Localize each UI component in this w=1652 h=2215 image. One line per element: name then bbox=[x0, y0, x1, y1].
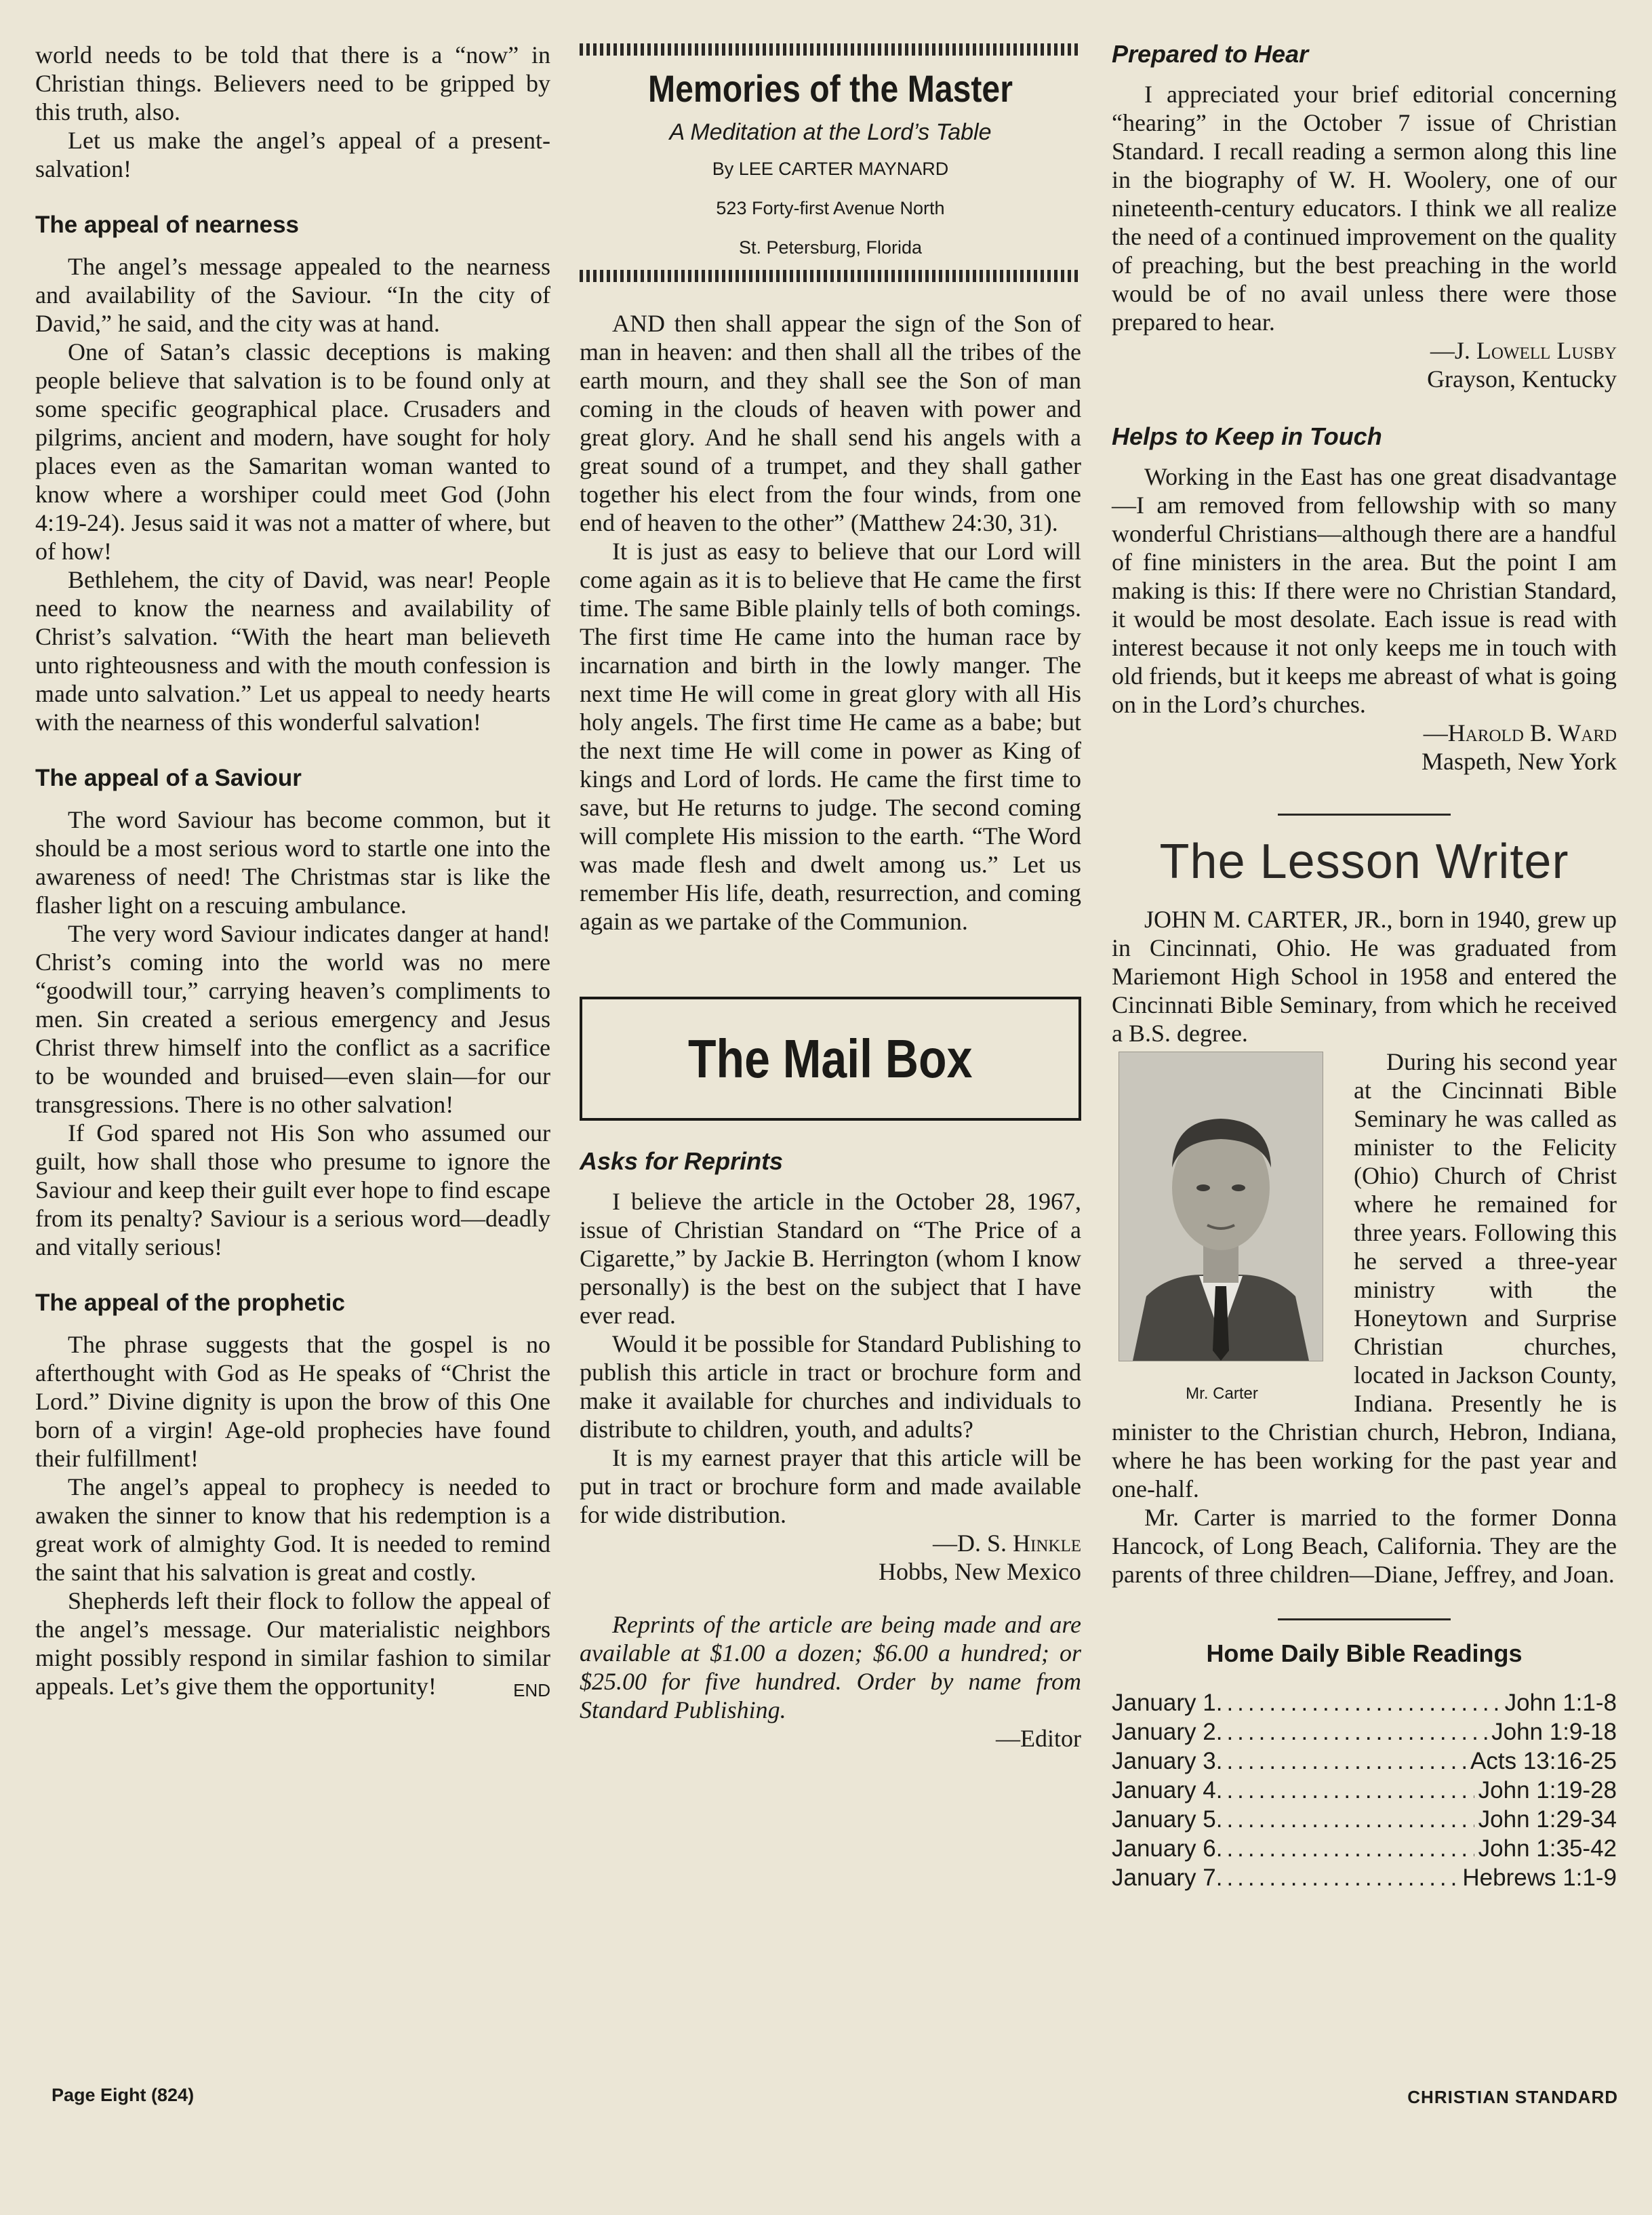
letter-paragraph: I appreciated your brief editorial concerning “hearing” in the October 7 issue of Christian Standard. I recall reading a sermon along this line in the biography of W. H. Woolery, one of our nineteenth-century educators. I think we all realize the need of a continued improvement on the quality of preaching, but the best preaching in the world would be of no avail unless there were those prepared to hear. bbox=[1112, 81, 1617, 336]
bio-paragraph: During his second year at the Cincinnati Bible Seminary he was called as minister to the Felicity (Ohio) Church of Christ where he remained for three years. Following this he served a three-year ministry with the Honeytown and Surprise Christian churches, located in Jackson County, Indiana. Presently he is minister to the Christian church, Hebron, Indiana, where he has been working for the past year and one-half. bbox=[1112, 1048, 1617, 1502]
article-paragraph: The phrase suggests that the gospel is no afterthought with God as He speaks of “Christ the Lord.” Divine dignity is upon the brow of this One born of a virgin! Age-old prophecies have found their fulfillment! bbox=[35, 1331, 550, 1472]
reading-reference: John 1:19-28 bbox=[1478, 1777, 1617, 1803]
article-paragraph: If God spared not His Son who assumed our guilt, how shall those who presume to ignore the Saviour and keep their guilt ever hope to find escape from its penalty? Saviour is a serious word—deadly and vitally serious! bbox=[35, 1119, 550, 1260]
end-mark: END bbox=[513, 1680, 550, 1700]
article-paragraph-text: Shepherds left their flock to follow the appeal of the angel’s message. Our materialistic neighbors might possibly respond in similar fashion to similar appeals. Let’s give them the opportunity! bbox=[35, 1587, 550, 1700]
dot-leader bbox=[1216, 1776, 1474, 1805]
reading-reference: John 1:35-42 bbox=[1478, 1835, 1617, 1862]
letter-signature: —Harold B. Ward bbox=[1423, 719, 1617, 746]
author-address: 523 Forty-first Avenue North bbox=[716, 198, 945, 218]
bio-paragraph: Mr. Carter is married to the former Donna Hancock, of Long Beach, California. They are the parents of three children—Diane, Jeffrey, and Joan. bbox=[1112, 1504, 1617, 1588]
reading-reference: John 1:29-34 bbox=[1478, 1806, 1617, 1833]
letter-signature: —D. S. Hinkle bbox=[933, 1530, 1081, 1557]
reading-row bbox=[1112, 1805, 1617, 1834]
meditation-subtitle: A Meditation at the Lord’s Table bbox=[669, 119, 992, 145]
author-photo bbox=[1119, 1052, 1323, 1361]
reading-reference: John 1:9-18 bbox=[1491, 1719, 1617, 1745]
letter-location: Maspeth, New York bbox=[1422, 748, 1617, 775]
section-heading: The appeal of nearness bbox=[35, 212, 300, 238]
article-paragraph: Bethlehem, the city of David, was near! People need to know the nearness and availability of Christ’s salvation. “With the heart man believeth unto righteousness and with the mouth confession is made unto salvation.” Let us appeal to needy hearts with the nearness of this wonderful salvation! bbox=[35, 566, 550, 736]
meditation-and-mailbox-column bbox=[580, 41, 1081, 1753]
meditation-paragraph: AND then shall appear the sign of the Son of man in heaven: and then shall all the tribes of the earth mourn, and they shall see the Son of man coming in the clouds of heaven with power and great glory. And he shall send his angels with a great sound of a trumpet, and they shall gather together his elect from the four winds, from one end of heaven to the other” (Matthew 24:30, 31). bbox=[580, 310, 1081, 536]
decorative-rule bbox=[580, 270, 1081, 282]
article-paragraph: The word Saviour has become common, but it should be a most serious word to startle one into the awareness of need! The Christmas star is like the flasher light on a rescuing ambulance. bbox=[35, 806, 550, 919]
author-city: St. Petersburg, Florida bbox=[738, 237, 923, 258]
dot-leader bbox=[1216, 1688, 1501, 1717]
mailbox-header bbox=[580, 997, 1081, 1121]
dot-leader bbox=[1216, 1717, 1487, 1747]
article-continuation-column bbox=[35, 41, 550, 1704]
section-heading: The appeal of a Saviour bbox=[35, 765, 302, 791]
reading-date: January 1 bbox=[1112, 1690, 1216, 1716]
editor-signature: —Editor bbox=[996, 1725, 1081, 1752]
author-photo-block bbox=[1119, 1052, 1325, 1403]
article-paragraph: The angel’s message appealed to the nearness and availability of the Saviour. “In the city of David,” he said, and the city was at hand. bbox=[35, 253, 550, 337]
reading-date: January 7 bbox=[1112, 1864, 1216, 1891]
dot-leader bbox=[1216, 1747, 1466, 1776]
letter-heading: Prepared to Hear bbox=[1112, 40, 1309, 68]
letter-heading: Asks for Reprints bbox=[580, 1147, 784, 1175]
byline: By LEE CARTER MAYNARD bbox=[712, 159, 949, 179]
letter-paragraph: I believe the article in the October 28, 1967, issue of Christian Standard on “The Price of a Cigarette,” by Jackie B. Herrington (whom I know personally) is the best on the subject that I have ever read. bbox=[580, 1188, 1081, 1329]
reading-date: January 3 bbox=[1112, 1748, 1216, 1774]
meditation-paragraph: It is just as easy to believe that our Lord will come again as it is to believe that He came the first time. The same Bible plainly tells of both comings. The first time He came into the human race by incarnation and birth in the lowly manger. The next time He will come in great glory with all His holy angels. The first time He came as a babe; but the next time He will come in power as King of kings and Lord of lords. He came the first time to save, but He returns to judge. The second coming will complete His mission to the earth. “The Word was made flesh and dwelt among us.” Let us remember His life, death, resurrection, and coming again as we partake of the Communion. bbox=[580, 538, 1081, 935]
reading-reference: Acts 13:16-25 bbox=[1470, 1748, 1617, 1774]
editor-note bbox=[580, 1610, 1081, 1753]
dot-leader bbox=[1216, 1805, 1474, 1834]
article-paragraph: The angel’s appeal to prophecy is needed to awaken the sinner to know that his redemption is a great work of almighty God. It is needed to remind the saint that his salvation is great and costly. bbox=[35, 1473, 550, 1586]
letters-and-lesson-writer-column bbox=[1112, 41, 1617, 1892]
portrait-illustration bbox=[1119, 1052, 1323, 1361]
dot-leader bbox=[1216, 1863, 1459, 1892]
readings-title: Home Daily Bible Readings bbox=[1206, 1639, 1523, 1667]
publication-name: CHRISTIAN STANDARD bbox=[1407, 2087, 1618, 2107]
reading-date: January 4 bbox=[1112, 1777, 1216, 1803]
bio-paragraph: JOHN M. CARTER, JR., born in 1940, grew up in Cincinnati, Ohio. He was graduated from Mariemont High School in 1958 and entered the Cincinnati Bible Seminary, from which he received a B.S. degree. bbox=[1112, 906, 1617, 1047]
reading-row bbox=[1112, 1834, 1617, 1863]
letter-paragraph: Working in the East has one great disadvantage—I am removed from fellowship with so many wonderful Christians—although there are a handful of fine ministers in the area. But the point I am making is this: If there were no Christian Standard, it would be most desolate. Each issue is read with interest because it not only keeps me in touch with old friends, but it keeps me abreast of what is going on in the Lord’s churches. bbox=[1112, 463, 1617, 718]
editor-note-text: Reprints of the article are being made and are available at $1.00 a dozen; $6.00 a hundred; or $25.00 for five hundred. Order by name from Standard Publishing. bbox=[580, 1611, 1081, 1723]
reading-reference: Hebrews 1:1-9 bbox=[1462, 1864, 1617, 1891]
reading-row bbox=[1112, 1717, 1617, 1747]
letter-location: Grayson, Kentucky bbox=[1427, 365, 1617, 393]
article-paragraph: One of Satan’s classic deceptions is making people believe that salvation is to be found only at some specific geographical place. Crusaders and pilgrims, ancient and modern, have sought for holy places even as the Samaritan woman wanted to know where a worshiper could meet God (John 4:19-24). Jesus said it was not a matter of where, but of how! bbox=[35, 338, 550, 565]
reading-row bbox=[1112, 1863, 1617, 1892]
reading-date: January 2 bbox=[1112, 1719, 1216, 1745]
reading-reference: John 1:1-8 bbox=[1504, 1690, 1617, 1716]
readings-list bbox=[1112, 1688, 1617, 1892]
reading-row bbox=[1112, 1747, 1617, 1776]
mailbox-title: The Mail Box bbox=[688, 1028, 973, 1089]
meditation-title: Memories of the Master bbox=[648, 67, 1013, 110]
letter-heading: Helps to Keep in Touch bbox=[1112, 422, 1382, 450]
article-paragraph: world needs to be told that there is a “now” in Christian things. Believers need to be gripped by this truth, also. bbox=[35, 41, 550, 125]
article-paragraph bbox=[35, 1587, 550, 1700]
article-paragraph: The very word Saviour indicates danger at hand! Christ’s coming into the world was no mere “goodwill tour,” carrying heaven’s compliments to men. Sin created a serious emergency and Jesus Christ threw himself into the conflict as a sacrifice to be wounded and bruised—even slain—for our transgressions. There is no other salvation! bbox=[35, 920, 550, 1118]
page-number: Page Eight (824) bbox=[52, 2085, 195, 2105]
section-heading: The appeal of the prophetic bbox=[35, 1290, 345, 1316]
letter-paragraph: Would it be possible for Standard Publishing to publish this article in tract or brochure form and make it available for churches and individuals to distribute to children, youth, and adults? bbox=[580, 1330, 1081, 1443]
letter-paragraph: It is my earnest prayer that this article will be put in tract or brochure form and made available for wide distribution. bbox=[580, 1444, 1081, 1528]
article-paragraph: Let us make the angel’s appeal of a present-salvation! bbox=[35, 127, 550, 182]
photo-caption: Mr. Carter bbox=[1186, 1384, 1258, 1403]
letter-location: Hobbs, New Mexico bbox=[879, 1558, 1081, 1585]
divider bbox=[1278, 1618, 1451, 1620]
reading-row bbox=[1112, 1688, 1617, 1717]
letter-signature: —J. Lowell Lusby bbox=[1430, 337, 1617, 364]
dot-leader bbox=[1216, 1834, 1474, 1863]
reading-row bbox=[1112, 1776, 1617, 1805]
decorative-rule bbox=[580, 43, 1081, 56]
reading-date: January 6 bbox=[1112, 1835, 1216, 1862]
reading-date: January 5 bbox=[1112, 1806, 1216, 1833]
lesson-writer-title: The Lesson Writer bbox=[1159, 835, 1569, 889]
divider bbox=[1278, 814, 1451, 816]
